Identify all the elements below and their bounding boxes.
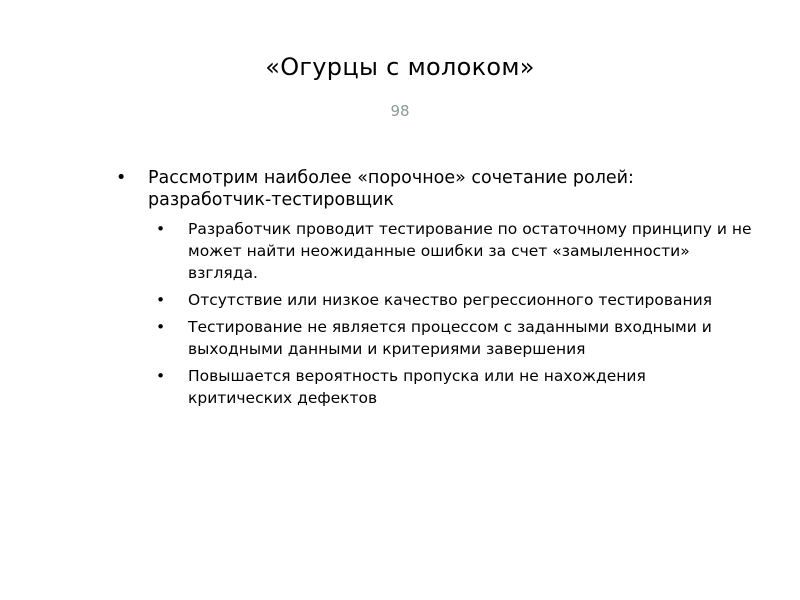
bullet-icon: •	[156, 367, 166, 385]
sub-bullet-text: Тестирование не является процессом с заданными входными и выходными данными и критериями завершения	[188, 318, 712, 358]
sub-bullet-item	[112, 365, 752, 409]
main-bullet-text: Рассмотрим наиболее «порочное» сочетание ролей: разработчик-тестировщик	[148, 168, 634, 210]
sub-bullet-text: Повышается вероятность пропуска или не нахождения критических дефектов	[188, 367, 646, 407]
slide-title: «Огурцы с молоком»	[265, 53, 535, 81]
main-bullet	[112, 167, 752, 211]
sub-bullet-item	[112, 316, 752, 360]
bullet-icon: •	[156, 318, 166, 336]
sub-bullet-item	[112, 218, 752, 284]
page-number: 98	[390, 102, 410, 120]
sub-bullet-item	[112, 289, 752, 311]
slide-content	[112, 167, 752, 414]
sub-bullet-list	[112, 218, 752, 409]
bullet-icon: •	[156, 220, 166, 238]
bullet-icon: •	[156, 291, 166, 309]
bullet-icon: •	[116, 168, 127, 188]
sub-bullet-text: Разработчик проводит тестирование по остаточному принципу и не может найти неожиданные ошибки за счет «замыленности» взгляда.	[188, 220, 752, 282]
sub-bullet-text: Отсутствие или низкое качество регрессионного тестирования	[188, 291, 713, 309]
